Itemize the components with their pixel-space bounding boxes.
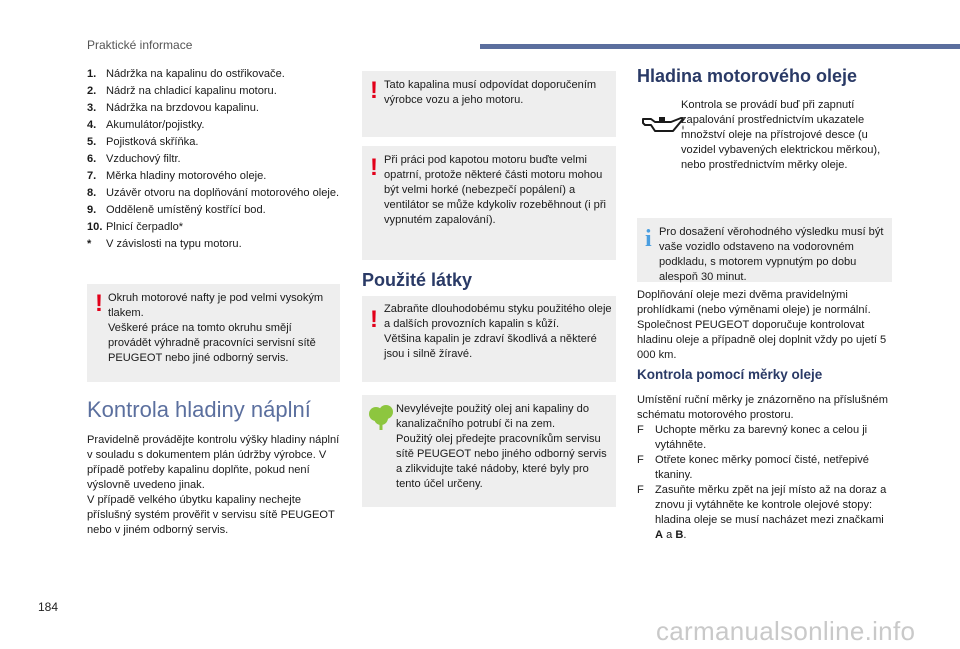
dipstick-section: [637, 393, 893, 543]
watermark: carmanualsonline.info: [656, 616, 916, 646]
list-item: 5. Pojistková skříňka.: [87, 136, 199, 148]
info-icon: i: [645, 226, 652, 252]
list-item: 6. Vzduchový filtr.: [87, 153, 181, 165]
warning-box-fluid-spec: ! Tato kapalina musí odpovídat doporučením výrobce vozu a jeho motoru.: [362, 71, 616, 137]
list-item: 10. Plnicí čerpadlo*: [87, 221, 184, 233]
section-heading-oil-level: Hladina motorového oleje: [637, 66, 858, 86]
components-list: [87, 67, 347, 252]
exclamation-icon: !: [370, 154, 378, 181]
warning-box-skin-contact: ! Zabraňte dlouhodobému styku použitého oleje a dalších provozních kapalin s kůží. Většina kapalin je zdraví škodlivá a některé jsou i silně žíravé.: [362, 296, 616, 382]
page-number: 184: [38, 600, 59, 614]
eco-tree-icon: [367, 403, 395, 431]
dipstick-paragraph: Umístění ruční měrky je znázorněno na příslušném schématu motorového prostoru.: [637, 394, 888, 421]
list-item: F Zasuňte měrku zpět na její místo až na doraz a znovu ji vytáhněte ke kontrole olejové stopy: hladina oleje se musí nacházet mezi značkami A a B.: [637, 484, 887, 541]
oil-top-up-paragraph: Doplňování oleje mezi dvěma pravidelnými prohlídkami (nebo výměnami oleje) je normální. Společnost PEUGEOT doporučuje kontrolovat hladinu oleje a případně olej doplnit vždy po ujetí 5 000 km.: [637, 289, 887, 361]
warning-box-hot-engine: ! Při práci pod kapotou motoru buďte velmi opatrní, protože některé části motoru mohou být velmi horké (nebezpečí popálení) a ventilátor se může kdykoliv rozeběhnout (i při vypnutém zapalování).: [362, 146, 616, 260]
list-item: 2. Nádrž na chladicí kapalinu motoru.: [87, 85, 277, 97]
dipstick-steps: [637, 423, 893, 543]
exclamation-icon: !: [370, 77, 378, 104]
list-item: 7. Měrka hladiny motorového oleje.: [87, 170, 267, 182]
oil-can-icon: [641, 113, 685, 135]
section-heading-used-substances: Použité látky: [362, 270, 473, 290]
list-item: 1. Nádržka na kapalinu do ostřikovače.: [87, 68, 285, 80]
fluids-paragraph: Pravidelně provádějte kontrolu výšky hladiny náplní v souladu s dokumentem plán údržby výrobce. V případě potřeby kapalinu doplňte, pokud není výslovně uvedeno jinak. V případě velkého úbytku kapaliny nechejte příslušný systém prověřit v servisu sítě PEUGEOT nebo v jiném odborný servis.: [87, 434, 340, 536]
subheading-dipstick: Kontrola pomocí měrky oleje: [637, 367, 823, 382]
list-item: F Otřete konec měrky pomocí čisté, netřepivé tkaniny.: [637, 454, 869, 481]
header-bar: [480, 44, 960, 49]
info-box-measurement: i Pro dosažení věrohodného výsledku musí být vaše vozidlo odstaveno na vodorovném podkladu, s motorem vypnutým po dobu alespoň 30 minut.: [637, 218, 892, 282]
footnote: * V závislosti na typu motoru.: [87, 238, 242, 250]
list-item: 8. Uzávěr otvoru na doplňování motorového oleje.: [87, 187, 340, 199]
list-item: 9. Odděleně umístěný kostřící bod.: [87, 204, 266, 216]
list-item: 4. Akumulátor/pojistky.: [87, 119, 205, 131]
oil-level-intro: Kontrola se provádí buď při zapnutí zapalování prostřednictvím ukazatele množství oleje na přístrojové desce (u vozidel vybavených elektrickou měrkou), nebo prostřednictvím měrky oleje.: [681, 99, 881, 171]
eco-box-disposal: Nevylévejte použitý olej ani kapaliny do kanalizačního potrubí či na zem. Použitý olej předejte pracovníkům servisu sítě PEUGEOT nebo jiného odborný servis a zlikvidujte také nádoby, které byly pro tento účel určeny.: [362, 395, 616, 507]
list-item: 3. Nádržka na brzdovou kapalinu.: [87, 102, 259, 114]
exclamation-icon: !: [95, 290, 103, 317]
exclamation-icon: !: [370, 306, 378, 333]
list-item: F Uchopte měrku za barevný konec a celou ji vytáhněte.: [637, 424, 868, 451]
section-heading-fluids: Kontrola hladiny náplní: [87, 397, 311, 422]
section-label: Praktické informace: [87, 38, 193, 52]
warning-box-diesel: ! Okruh motorové nafty je pod velmi vysokým tlakem. Veškeré práce na tomto okruhu smějí provádět výhradně pracovníci servisní sítě PEUGEOT nebo jiné odborný servis.: [87, 284, 340, 382]
